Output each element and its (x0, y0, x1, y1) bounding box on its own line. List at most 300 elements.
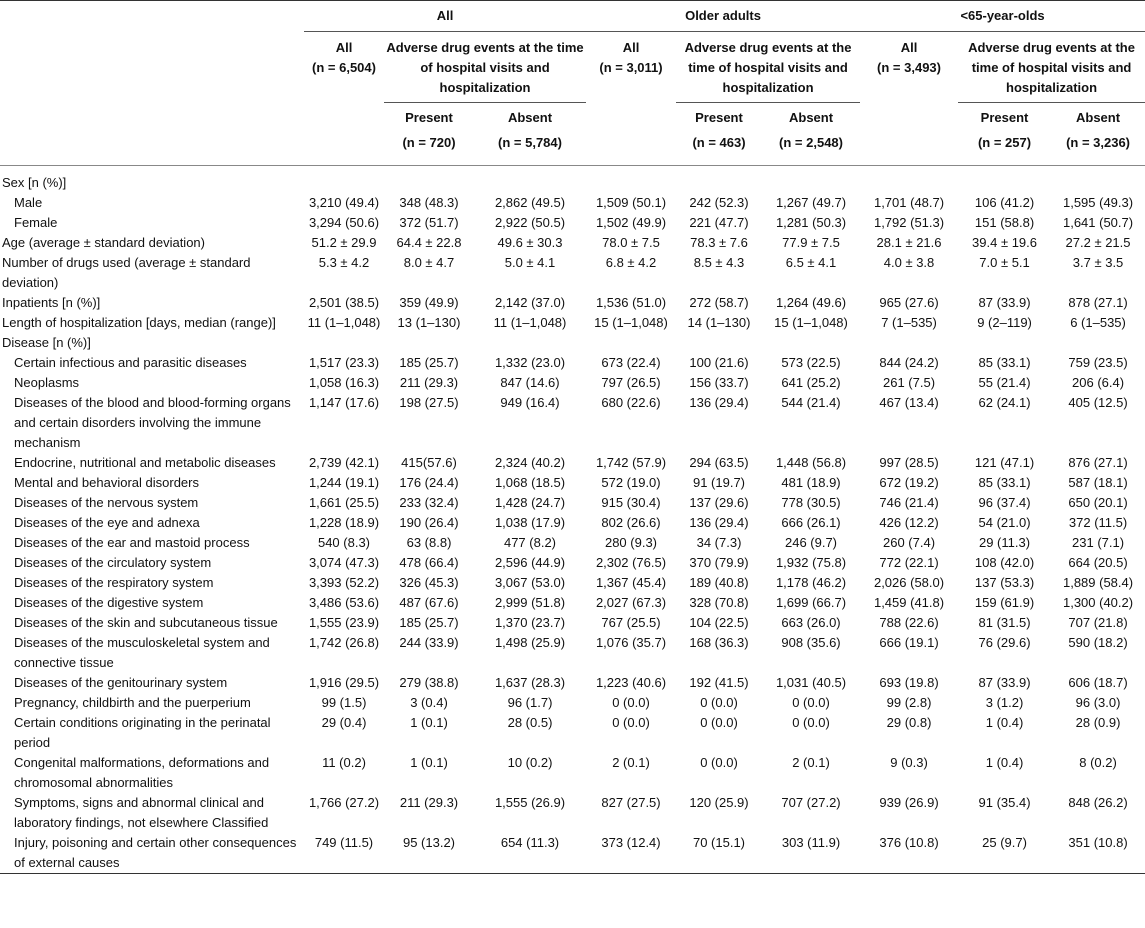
table-cell: 3,210 (49.4) (308, 195, 380, 210)
table-cell: 28.1 ± 21.6 (876, 235, 942, 250)
table-cell: 244 (33.9) (399, 635, 459, 650)
col-header-under65-total-n: (n = 3,493) (877, 60, 941, 75)
empty-cell (762, 166, 860, 194)
table-cell: 654 (11.3) (474, 833, 586, 874)
table-cell: 78.3 ± 7.6 (690, 235, 748, 250)
table-cell: 4.0 ± 3.8 (883, 255, 935, 270)
group-header-all: All (304, 1, 586, 32)
table-cell: 370 (79.9) (689, 555, 749, 570)
table-cell: 372 (51.7) (399, 215, 459, 230)
table-cell: 76 (29.6) (978, 635, 1031, 650)
table-cell: 99 (2.8) (886, 695, 932, 710)
table-cell: 9 (2–119) (977, 315, 1032, 330)
col-header-under65-present: Present (980, 109, 1029, 125)
table-row (0, 513, 1145, 533)
table-cell: 477 (8.2) (503, 535, 557, 550)
table-row (0, 693, 1145, 713)
table-cell: 707 (27.2) (781, 795, 841, 810)
table-cell: 96 (37.4) (978, 495, 1031, 510)
table-row (0, 473, 1145, 493)
table-cell: 426 (12.2) (879, 515, 939, 530)
table-cell: 478 (66.4) (399, 555, 459, 570)
empty-cell (676, 333, 762, 353)
table-cell: 348 (48.3) (399, 195, 459, 210)
table-cell: 1 (0.4) (985, 755, 1024, 770)
table-row (0, 553, 1145, 573)
table-cell: 767 (25.5) (601, 615, 661, 630)
header-corner (0, 1, 304, 32)
col-header-under65-present-n: (n = 257) (958, 133, 1051, 166)
table-row (0, 373, 1145, 393)
table-cell: 663 (26.0) (781, 615, 841, 630)
row-label: Congenital malformations, deformations and chromosomal abnormalities (14, 755, 270, 790)
table-cell: 231 (7.1) (1072, 535, 1125, 550)
table-cell: 965 (27.6) (879, 295, 939, 310)
table-cell: 1,147 (17.6) (308, 395, 380, 410)
table-row (0, 493, 1145, 513)
table-cell: 137 (53.3) (974, 575, 1035, 590)
table-cell: 0 (0.0) (792, 715, 830, 730)
col-header-all-present-n: (n = 720) (384, 133, 474, 166)
empty-cell (474, 166, 586, 194)
table-cell: 10 (0.2) (507, 755, 553, 770)
row-label: Diseases of the musculoskeletal system and connective tissue (14, 635, 270, 670)
table-cell: 91 (35.4) (978, 795, 1031, 810)
table-cell: 279 (38.8) (399, 675, 459, 690)
table-cell: 540 (8.3) (317, 535, 371, 550)
table-cell: 1,428 (24.7) (494, 495, 566, 510)
table-cell: 185 (25.7) (399, 615, 459, 630)
row-label: Age (average ± standard deviation) (2, 235, 205, 250)
table-cell: 1,058 (16.3) (308, 375, 380, 390)
table-cell: 85 (33.1) (978, 355, 1031, 370)
table-cell: 1,076 (35.7) (595, 635, 667, 650)
table-cell: 106 (41.2) (974, 195, 1035, 210)
table-cell: 1,367 (45.4) (595, 575, 667, 590)
table-cell: 1,889 (58.4) (1062, 575, 1134, 590)
row-label: Certain conditions originating in the perinatal period (14, 715, 271, 750)
col-header-older-present: Present (695, 109, 743, 125)
table-row (0, 213, 1145, 233)
table-cell: 666 (19.1) (879, 635, 939, 650)
table-cell: 211 (29.3) (399, 795, 459, 810)
empty-cell (676, 166, 762, 194)
table-cell: 303 (11.9) (762, 833, 860, 874)
table-cell: 997 (28.5) (879, 455, 939, 470)
table-row (0, 713, 1145, 753)
table-cell: 7.0 ± 5.1 (979, 255, 1030, 270)
table-cell: 0 (0.0) (612, 695, 650, 710)
col-header-all-absent: Absent (507, 109, 553, 125)
table-cell: 28 (0.9) (1075, 715, 1121, 730)
table-cell: 15 (1–1,048) (594, 315, 668, 330)
table-cell: 29 (11.3) (978, 535, 1031, 550)
table-cell: 1,178 (46.2) (775, 575, 847, 590)
table-cell: 1,264 (49.6) (775, 295, 847, 310)
table-body (0, 166, 1145, 874)
table-cell: 328 (70.8) (689, 595, 749, 610)
table-cell: 3 (1.2) (985, 695, 1024, 710)
col-header-older-absent-n: (n = 2,548) (762, 133, 860, 166)
table-cell: 693 (19.8) (879, 675, 939, 690)
table-cell: 2,739 (42.1) (308, 455, 380, 470)
table-cell: 28 (0.5) (507, 715, 553, 730)
table-cell: 7 (1–535) (881, 315, 937, 330)
table-cell: 14 (1–130) (687, 315, 751, 330)
group-header-under-65: <65-year-olds (860, 1, 1145, 32)
table-cell: 1,300 (40.2) (1062, 595, 1134, 610)
col-header-under65-ade: Adverse drug events at the time of hospital visits and hospitalization (958, 32, 1145, 103)
table-cell: 1,332 (23.0) (494, 355, 566, 370)
table-cell: 0 (0.0) (612, 715, 650, 730)
table-cell: 136 (29.4) (689, 395, 749, 410)
table-cell: 376 (10.8) (860, 833, 958, 874)
row-label: Diseases of the blood and blood-forming organs and certain disorders involving the immune mechanism (14, 395, 291, 450)
table-cell: 3,486 (53.6) (308, 595, 380, 610)
table-row (0, 293, 1145, 313)
row-label: Diseases of the circulatory system (14, 555, 212, 570)
table-cell: 15 (1–1,048) (774, 315, 848, 330)
table-cell: 481 (18.9) (781, 475, 841, 490)
row-label: Certain infectious and parasitic diseases (14, 355, 247, 370)
table-cell: 405 (12.5) (1068, 395, 1128, 410)
table-cell: 1,459 (41.8) (873, 595, 945, 610)
row-label: Mental and behavioral disorders (14, 475, 199, 490)
table-cell: 156 (33.7) (689, 375, 749, 390)
table-row (0, 793, 1145, 833)
table-cell: 746 (21.4) (879, 495, 939, 510)
table-cell: 2,027 (67.3) (595, 595, 667, 610)
table-cell: 372 (11.5) (1068, 515, 1128, 530)
table-cell: 121 (47.1) (974, 455, 1035, 470)
table-cell: 1,498 (25.9) (494, 635, 566, 650)
table-cell: 664 (20.5) (1068, 555, 1128, 570)
table-cell: 1,244 (19.1) (308, 475, 380, 490)
table-cell: 6.8 ± 4.2 (605, 255, 657, 270)
table-row (0, 193, 1145, 213)
table-cell: 1,068 (18.5) (494, 475, 566, 490)
table-cell: 2,324 (40.2) (494, 455, 566, 470)
table-cell: 8.0 ± 4.7 (403, 255, 455, 270)
col-header-under65-absent-n: (n = 3,236) (1051, 133, 1145, 166)
table-cell: 2,862 (49.5) (494, 195, 566, 210)
row-label: Number of drugs used (average ± standard deviation) (2, 255, 251, 290)
table-cell: 1,932 (75.8) (775, 555, 847, 570)
empty-cell (304, 333, 384, 353)
table-cell: 104 (22.5) (689, 615, 749, 630)
table-cell: 3,393 (52.2) (308, 575, 380, 590)
col-header-under65-total (860, 32, 958, 166)
table-cell: 641 (25.2) (781, 375, 841, 390)
empty-cell (762, 333, 860, 353)
table-cell: 359 (49.9) (399, 295, 459, 310)
col-header-all-total-label: All (335, 40, 353, 55)
table-cell: 0 (0.0) (700, 755, 738, 770)
table-cell: 1,699 (66.7) (775, 595, 847, 610)
table-cell: 96 (1.7) (507, 695, 553, 710)
table-cell: 137 (29.6) (689, 495, 749, 510)
table-row (0, 673, 1145, 693)
row-label: Diseases of the ear and mastoid process (14, 535, 250, 550)
col-header-older-ade: Adverse drug events at the time of hospital visits and hospitalization (676, 32, 860, 103)
table-cell: 11 (0.2) (322, 755, 366, 770)
table-row (0, 233, 1145, 253)
table-cell: 120 (25.9) (689, 795, 749, 810)
table-cell: 939 (26.9) (879, 795, 939, 810)
table-cell: 87 (33.9) (978, 295, 1031, 310)
col-header-all-present: Present (405, 109, 453, 125)
empty-cell (384, 333, 474, 353)
table-cell: 778 (30.5) (781, 495, 841, 510)
table-cell: 100 (21.6) (689, 355, 749, 370)
col-header-all-total-n: (n = 6,504) (312, 60, 376, 75)
col-header-all-absent-n: (n = 5,784) (474, 133, 586, 166)
table-cell: 3,074 (47.3) (308, 555, 380, 570)
table-cell: 211 (29.3) (399, 375, 459, 390)
col-header-under65-total-label: All (900, 40, 918, 55)
table-cell: 587 (18.1) (1068, 475, 1128, 490)
col-header-all-ade: Adverse drug events at the time of hospital visits and hospitalization (384, 32, 586, 103)
table-cell: 55 (21.4) (978, 375, 1031, 390)
table-cell: 650 (20.1) (1068, 495, 1128, 510)
table-cell: 1 (0.1) (410, 715, 448, 730)
table-cell: 467 (13.4) (879, 395, 939, 410)
table-cell: 844 (24.2) (879, 355, 939, 370)
empty-cell (860, 166, 958, 194)
row-label: Length of hospitalization [days, median (range)] (2, 315, 276, 330)
table-cell: 294 (63.5) (689, 455, 749, 470)
table-cell: 2,026 (58.0) (873, 575, 945, 590)
table-cell: 185 (25.7) (399, 355, 459, 370)
table-cell: 1,502 (49.9) (595, 215, 667, 230)
row-label: Sex [n (%)] (2, 175, 67, 190)
table-cell: 3,294 (50.6) (308, 215, 380, 230)
table-cell: 5.0 ± 4.1 (504, 255, 556, 270)
table-row (0, 833, 1145, 874)
table-cell: 246 (9.7) (784, 535, 838, 550)
table-cell: 63 (8.8) (406, 535, 452, 550)
row-label: Diseases of the digestive system (14, 595, 204, 610)
table-cell: 847 (14.6) (500, 375, 560, 390)
table-cell: 802 (26.6) (601, 515, 661, 530)
col-header-under65-absent: Absent (1076, 109, 1121, 125)
table-cell: 108 (42.0) (974, 555, 1035, 570)
row-label: Neoplasms (14, 375, 80, 390)
table-cell: 707 (21.8) (1068, 615, 1128, 630)
table-cell: 1,637 (28.3) (494, 675, 566, 690)
table-cell: 6 (1–535) (1070, 315, 1126, 330)
table-cell: 666 (26.1) (781, 515, 841, 530)
empty-cell (860, 333, 958, 353)
table-cell: 1,038 (17.9) (494, 515, 566, 530)
table-cell: 11 (1–1,048) (493, 315, 567, 330)
col-header-older-total (586, 32, 676, 166)
table-cell: 680 (22.6) (601, 395, 661, 410)
table-cell: 95 (13.2) (384, 833, 474, 874)
table-cell: 1,916 (29.5) (308, 675, 380, 690)
table-cell: 788 (22.6) (879, 615, 939, 630)
row-label: Diseases of the nervous system (14, 495, 199, 510)
table-cell: 2,501 (38.5) (308, 295, 380, 310)
table-cell: 1,223 (40.6) (595, 675, 667, 690)
table-cell: 876 (27.1) (1068, 455, 1128, 470)
table-cell: 8.5 ± 4.3 (693, 255, 745, 270)
table-cell: 261 (7.5) (883, 375, 936, 390)
table-cell: 2 (0.1) (612, 755, 650, 770)
table-cell: 1,641 (50.7) (1062, 215, 1134, 230)
table-cell: 70 (15.1) (676, 833, 762, 874)
table-cell: 1,536 (51.0) (595, 295, 667, 310)
table-cell: 572 (19.0) (601, 475, 661, 490)
table-cell: 51.2 ± 29.9 (311, 235, 377, 250)
table-cell: 64.4 ± 22.8 (396, 235, 462, 250)
table-cell: 1,267 (49.7) (775, 195, 847, 210)
table-cell: 1,742 (57.9) (595, 455, 667, 470)
table-cell: 915 (30.4) (601, 495, 661, 510)
table-cell: 1,517 (23.3) (308, 355, 380, 370)
table-row (0, 333, 1145, 353)
empty-cell (586, 166, 676, 194)
table-cell: 415(57.6) (401, 455, 457, 470)
table-cell: 573 (22.5) (781, 355, 841, 370)
table-row (0, 453, 1145, 473)
header-row-label-spacer (0, 32, 304, 166)
table-cell: 759 (23.5) (1068, 355, 1128, 370)
empty-cell (958, 333, 1051, 353)
table-cell: 2,302 (76.5) (595, 555, 667, 570)
table-cell: 2,922 (50.5) (494, 215, 566, 230)
table-cell: 606 (18.7) (1068, 675, 1128, 690)
table-cell: 62 (24.1) (978, 395, 1031, 410)
table-cell: 772 (22.1) (879, 555, 939, 570)
table-cell: 1,448 (56.8) (775, 455, 847, 470)
table-cell: 99 (1.5) (321, 695, 367, 710)
table-cell: 29 (0.8) (886, 715, 932, 730)
table-cell: 1 (0.1) (410, 755, 448, 770)
table-row (0, 753, 1145, 793)
table-cell: 2,142 (37.0) (494, 295, 566, 310)
table-cell: 159 (61.9) (974, 595, 1035, 610)
table-cell: 96 (3.0) (1075, 695, 1121, 710)
empty-cell (384, 166, 474, 194)
table-cell: 11 (1–1,048) (307, 315, 381, 330)
table-cell: 351 (10.8) (1051, 833, 1145, 874)
row-label: Symptoms, signs and abnormal clinical and laboratory findings, not elsewhere Classified (14, 795, 269, 830)
table-cell: 797 (26.5) (601, 375, 661, 390)
table-cell: 848 (26.2) (1068, 795, 1128, 810)
table-cell: 39.4 ± 19.6 (972, 235, 1038, 250)
table-row (0, 393, 1145, 453)
table-cell: 1,766 (27.2) (308, 795, 380, 810)
table-cell: 1,228 (18.9) (308, 515, 380, 530)
table-cell: 189 (40.8) (689, 575, 749, 590)
table-cell: 3 (0.4) (410, 695, 448, 710)
table-cell: 590 (18.2) (1068, 635, 1128, 650)
table-cell: 78.0 ± 7.5 (602, 235, 660, 250)
table-cell: 192 (41.5) (689, 675, 749, 690)
col-header-all-total (304, 32, 384, 166)
table-cell: 151 (58.8) (974, 215, 1035, 230)
row-label: Endocrine, nutritional and metabolic diseases (14, 455, 276, 470)
table-cell: 81 (31.5) (978, 615, 1031, 630)
row-label: Pregnancy, childbirth and the puerperium (14, 695, 251, 710)
table-row (0, 533, 1145, 553)
table-cell: 3,067 (53.0) (494, 575, 566, 590)
row-label: Male (14, 195, 43, 210)
table-cell: 949 (16.4) (500, 395, 560, 410)
table-row (0, 593, 1145, 613)
table-cell: 54 (21.0) (978, 515, 1031, 530)
table-cell: 0 (0.0) (792, 695, 830, 710)
table-cell: 1,701 (48.7) (873, 195, 945, 210)
table-cell: 5.3 ± 4.2 (318, 255, 370, 270)
empty-cell (1051, 166, 1145, 194)
table-cell: 29 (0.4) (321, 715, 367, 730)
table-cell: 1,742 (26.8) (308, 635, 380, 650)
table-cell: 2,999 (51.8) (494, 595, 566, 610)
table-cell: 272 (58.7) (689, 295, 749, 310)
group-header-older-adults: Older adults (586, 1, 860, 32)
table-row (0, 313, 1145, 333)
table-cell: 878 (27.1) (1068, 295, 1128, 310)
table-cell: 8 (0.2) (1079, 755, 1117, 770)
table-cell: 168 (36.3) (689, 635, 749, 650)
table-cell: 91 (19.7) (692, 475, 746, 490)
table-cell: 85 (33.1) (978, 475, 1031, 490)
table-cell: 136 (29.4) (689, 515, 749, 530)
table-cell: 206 (6.4) (1072, 375, 1125, 390)
empty-cell (1051, 333, 1145, 353)
empty-cell (586, 333, 676, 353)
table-cell: 2 (0.1) (792, 755, 830, 770)
table-cell: 34 (7.3) (696, 535, 742, 550)
row-label: Injury, poisoning and certain other consequences of external causes (0, 833, 304, 874)
row-label: Inpatients [n (%)] (2, 295, 101, 310)
table-cell: 1,509 (50.1) (595, 195, 667, 210)
table-cell: 1,555 (23.9) (308, 615, 380, 630)
table-cell: 1,281 (50.3) (775, 215, 847, 230)
table-cell: 2,596 (44.9) (494, 555, 566, 570)
table-cell: 87 (33.9) (978, 675, 1031, 690)
row-label: Diseases of the skin and subcutaneous tissue (14, 615, 278, 630)
row-label: Female (14, 215, 58, 230)
row-label: Diseases of the genitourinary system (14, 675, 228, 690)
table-row (0, 253, 1145, 293)
empty-cell (474, 333, 586, 353)
table-cell: 1,031 (40.5) (775, 675, 847, 690)
table-cell: 190 (26.4) (399, 515, 459, 530)
table-cell: 221 (47.7) (689, 215, 749, 230)
table-cell: 242 (52.3) (689, 195, 749, 210)
table-row (0, 353, 1145, 373)
table-cell: 77.9 ± 7.5 (782, 235, 840, 250)
table-row (0, 573, 1145, 593)
table-cell: 233 (32.4) (399, 495, 459, 510)
table-cell: 13 (1–130) (397, 315, 461, 330)
table-cell: 176 (24.4) (399, 475, 459, 490)
table-row (0, 166, 1145, 194)
table-cell: 6.5 ± 4.1 (785, 255, 837, 270)
table-row (0, 633, 1145, 673)
table-cell: 9 (0.3) (890, 755, 928, 770)
table-cell: 673 (22.4) (601, 355, 661, 370)
col-header-older-absent: Absent (788, 109, 834, 125)
table-cell: 3.7 ± 3.5 (1072, 255, 1124, 270)
table-cell: 198 (27.5) (399, 395, 459, 410)
row-label: Diseases of the respiratory system (14, 575, 214, 590)
table-cell: 280 (9.3) (604, 535, 658, 550)
table-cell: 487 (67.6) (399, 595, 459, 610)
